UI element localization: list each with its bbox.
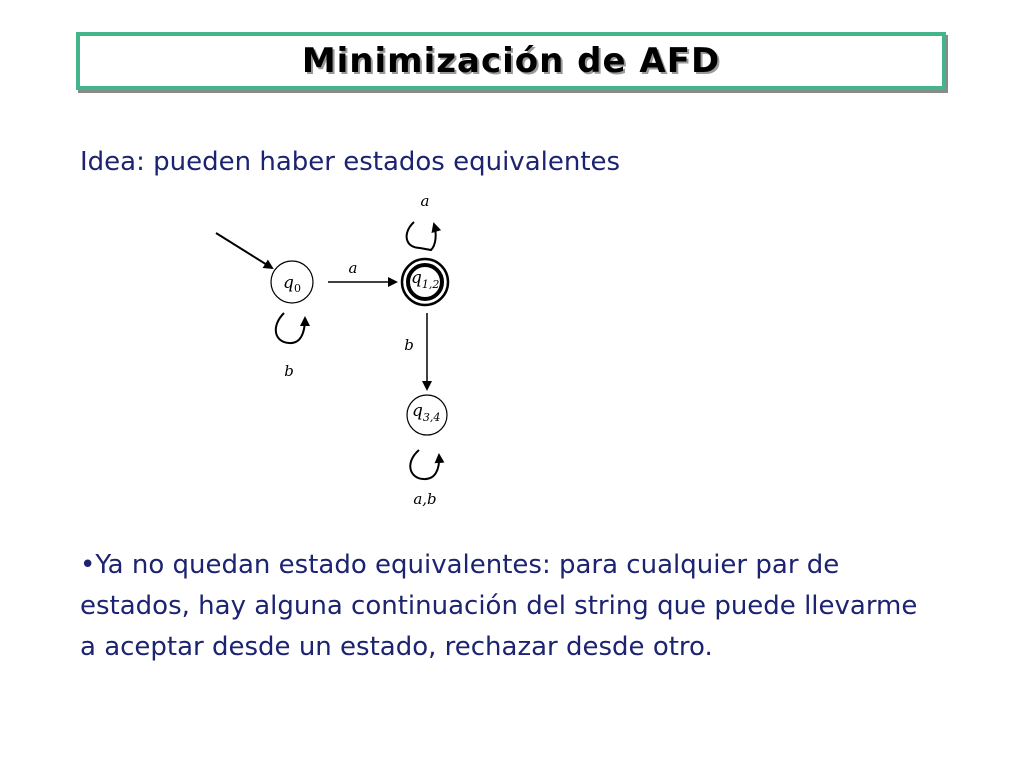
bullet-marker: • [80, 550, 96, 580]
state-q0-label: $q_0$ [283, 273, 301, 295]
loop-q12 [407, 222, 436, 250]
start-arrow [216, 233, 272, 268]
loop-q34-label: a,b [413, 490, 437, 508]
state-q34-label: $q_{3,4}$ [412, 401, 441, 424]
loop-q34 [410, 450, 439, 479]
edge-q0-q12-label: a [348, 259, 358, 277]
loop-q12-label: a [420, 192, 430, 210]
bullet-text: Ya no quedan estado equivalentes: para cualquier par de estados, hay alguna continuación del string que puede llevarme a aceptar desde un estado, rechazar desde otro. [80, 550, 918, 662]
bullet-paragraph [80, 545, 940, 668]
slide-title: Minimización de AFD [301, 41, 721, 81]
edge-q12-q34-label: b [404, 336, 414, 354]
loop-q0 [276, 313, 305, 343]
idea-text: Idea: pueden haber estados equivalentes [80, 147, 621, 177]
state-q12-label: $q_{1,2}$ [411, 268, 440, 291]
loop-q12-arrow [424, 228, 425, 260]
loop-q0-label: b [284, 362, 294, 380]
